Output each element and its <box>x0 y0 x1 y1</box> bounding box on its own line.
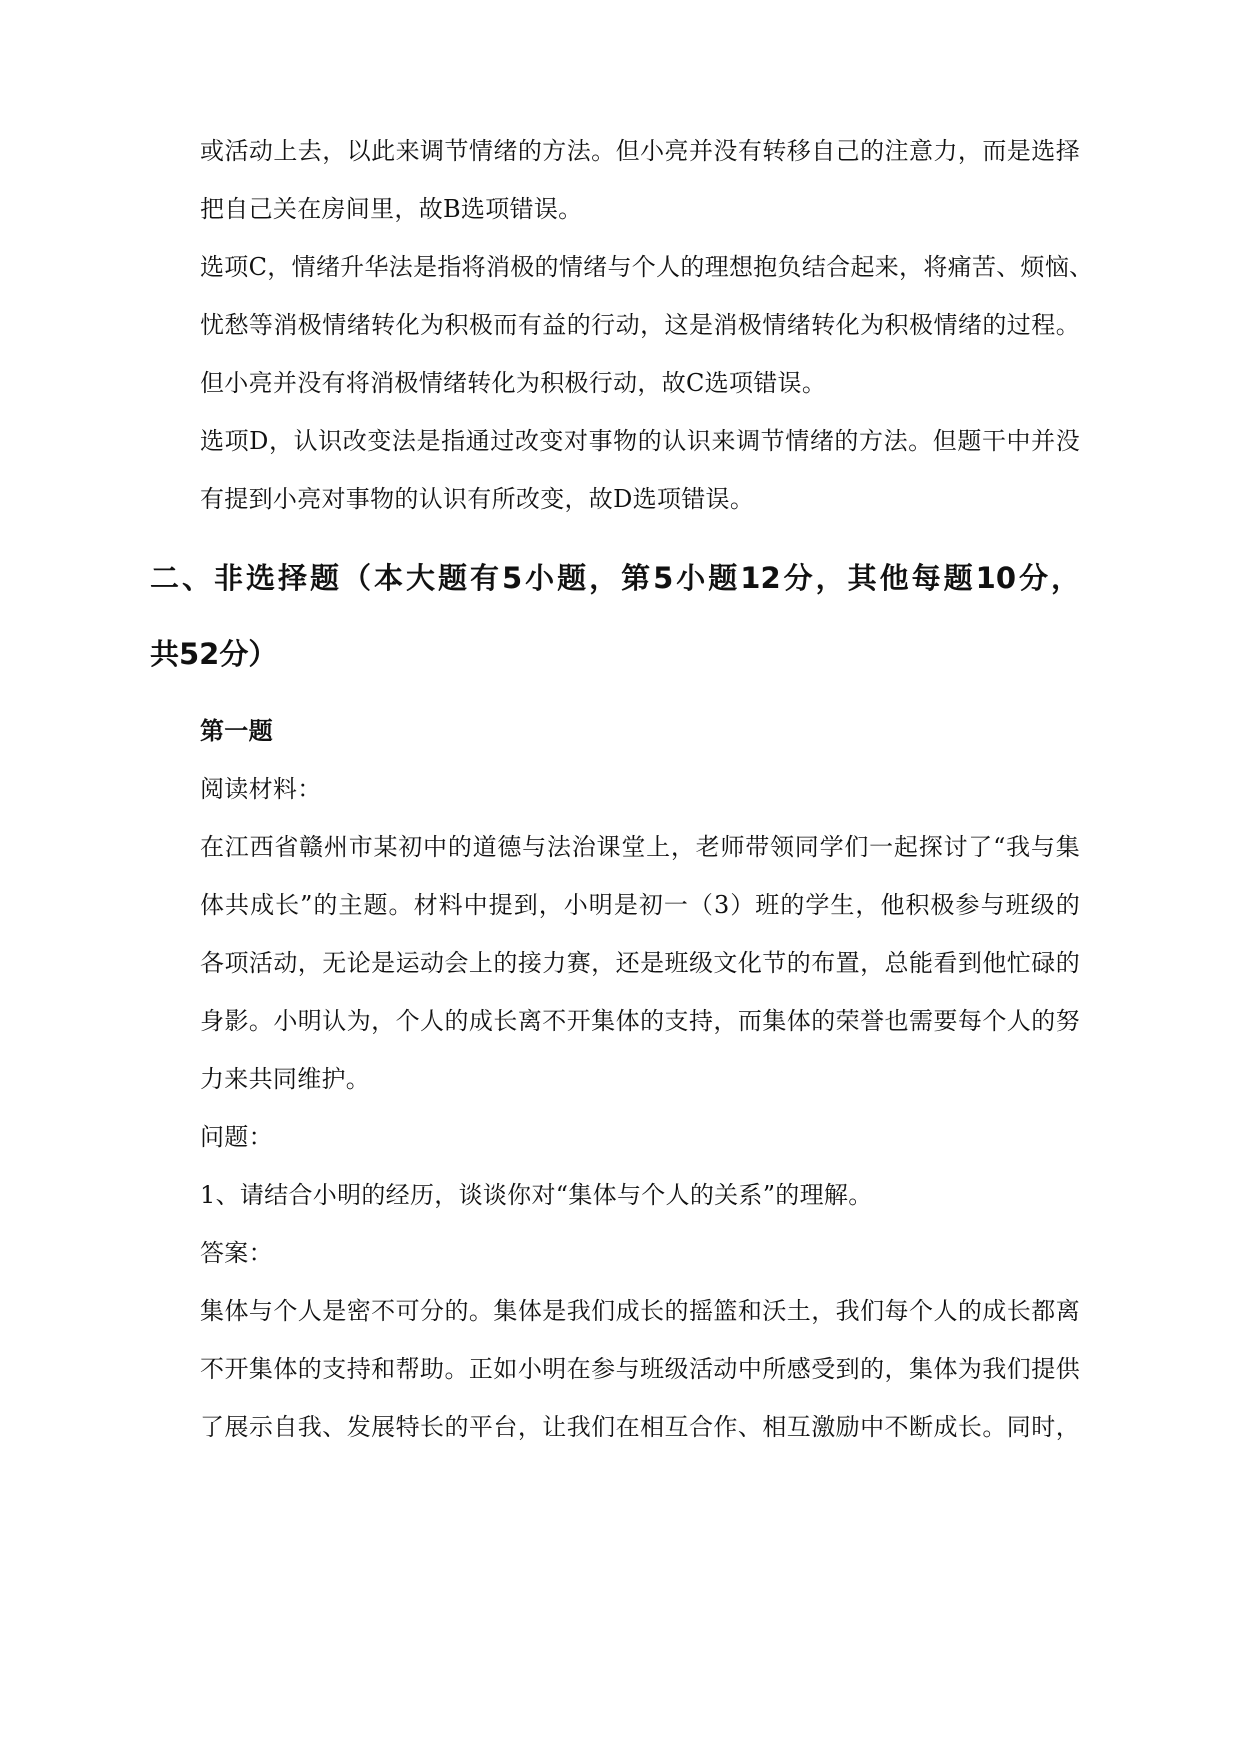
question-label: 问题： <box>200 1123 273 1151</box>
material-label: 阅读材料： <box>200 775 322 803</box>
material-line: 身影。小明认为，个人的成长离不开集体的支持，而集体的荣誉也需要每个人的努 <box>200 1007 1080 1035</box>
paragraph-line: 选项C，情绪升华法是指将消极的情绪与个人的理想抱负结合起来，将痛苦、烦恼、 <box>200 253 1094 281</box>
material-line: 体共成长”的主题。材料中提到，小明是初一（3）班的学生，他积极参与班级的 <box>200 891 1080 919</box>
answer-line: 了展示自我、发展特长的平台，让我们在相互合作、相互激励中不断成长。同时， <box>200 1413 1080 1441</box>
paragraph-line: 或活动上去，以此来调节情绪的方法。但小亮并没有转移自己的注意力，而是选择 <box>200 137 1080 165</box>
question-1: 1、请结合小明的经历，谈谈你对“集体与个人的关系”的理解。 <box>200 1181 873 1209</box>
section-heading-continued: 共52分） <box>150 637 278 671</box>
answer-line: 集体与个人是密不可分的。集体是我们成长的摇篮和沃土，我们每个人的成长都离 <box>200 1297 1080 1325</box>
material-line: 各项活动，无论是运动会上的接力赛，还是班级文化节的布置，总能看到他忙碌的 <box>200 949 1080 977</box>
paragraph-line: 把自己关在房间里，故B选项错误。 <box>200 195 583 223</box>
material-line: 力来共同维护。 <box>200 1065 371 1093</box>
material-line: 在江西省赣州市某初中的道德与法治课堂上，老师带领同学们一起探讨了“我与集 <box>200 833 1080 861</box>
paragraph-line: 但小亮并没有将消极情绪转化为积极行动，故C选项错误。 <box>200 369 827 397</box>
section-heading: 二、非选择题（本大题有5小题，第5小题12分，其他每题10分， <box>150 561 1080 595</box>
paragraph-line: 有提到小亮对事物的认识有所改变，故D选项错误。 <box>200 485 755 513</box>
answer-label: 答案： <box>200 1239 273 1267</box>
paragraph-line: 选项D，认识改变法是指通过改变对事物的认识来调节情绪的方法。但题干中并没 <box>200 427 1080 455</box>
answer-line: 不开集体的支持和帮助。正如小明在参与班级活动中所感受到的，集体为我们提供 <box>200 1355 1080 1383</box>
paragraph-line: 忧愁等消极情绪转化为积极而有益的行动，这是消极情绪转化为积极情绪的过程。 <box>200 311 1080 339</box>
question-title: 第一题 <box>200 717 273 745</box>
